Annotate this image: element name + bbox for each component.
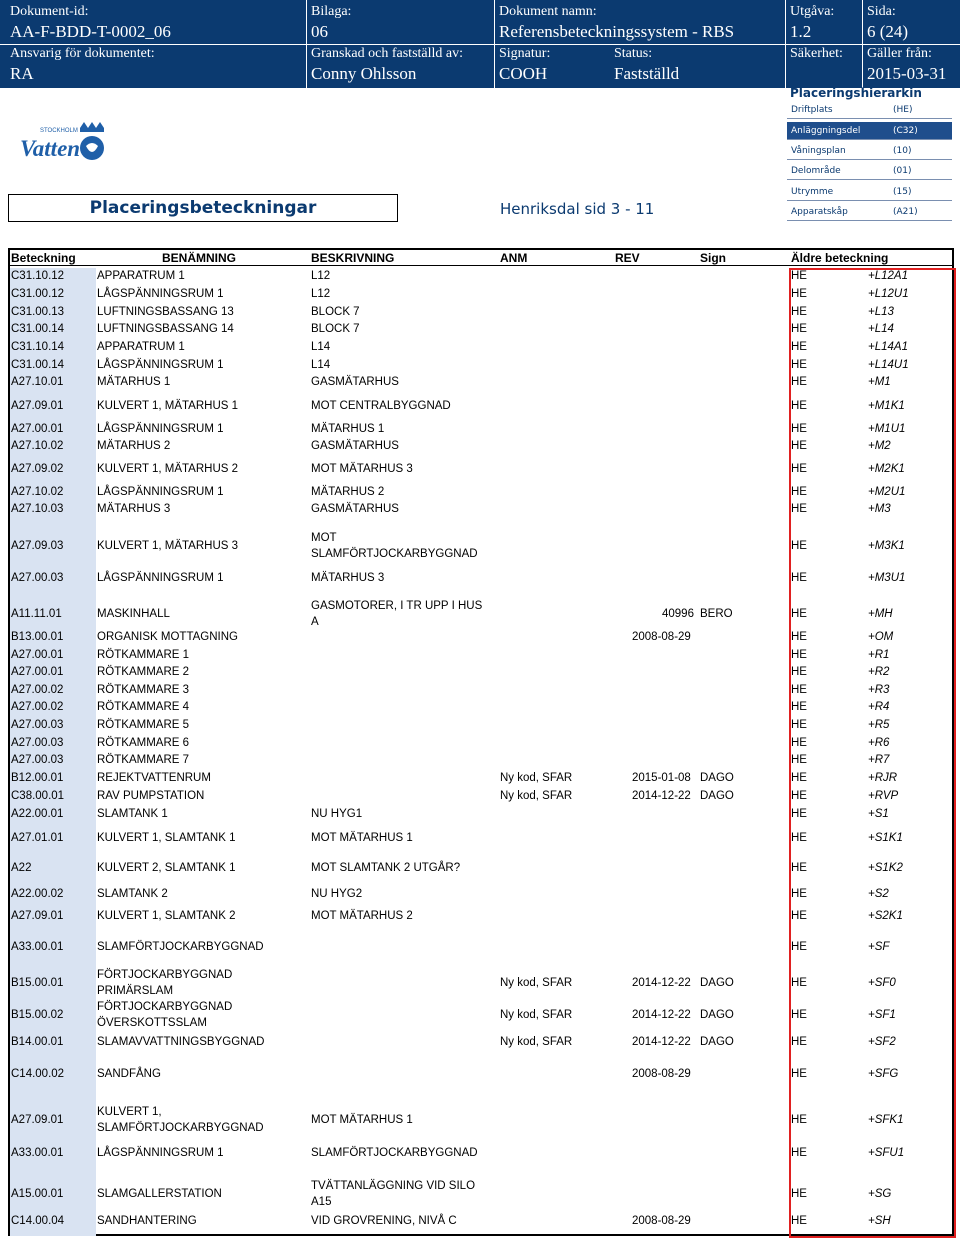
- cell-old: +SG: [868, 1188, 892, 1200]
- cell-s: BERO: [700, 608, 733, 620]
- hierarchy-title: Placeringshierarkin: [790, 86, 922, 100]
- cell-old: +SF0: [868, 977, 896, 989]
- cell-op: HE: [791, 832, 807, 844]
- hierarchy-level-name: Våningsplan: [791, 146, 846, 156]
- hierarchy-level-name: Anläggningsdel: [791, 126, 861, 136]
- col-header: BENÄMNING: [162, 251, 236, 265]
- ansvarig-value: RA: [10, 64, 34, 83]
- highlight-frame: [789, 268, 956, 1238]
- cell-b: A27.00.02: [11, 701, 64, 713]
- cell-op: HE: [791, 631, 807, 643]
- cell-old: +RJR: [868, 772, 898, 784]
- cell-n: SANDFÅNG: [97, 1068, 161, 1080]
- cell-a: Ny kod, SFAR: [500, 772, 573, 784]
- cell-b: C31.00.12: [11, 288, 65, 300]
- cell-op: HE: [791, 701, 807, 713]
- cell-b: C31.00.13: [11, 306, 65, 318]
- galler-label: Gäller från:: [867, 46, 932, 61]
- cell-b: A15.00.01: [11, 1188, 64, 1200]
- cell-n-line2: ÖVERSKOTTSSLAM: [97, 1017, 207, 1029]
- cell-r: 2008-08-29: [632, 1215, 691, 1227]
- cell-d: MOT MÄTARHUS 1: [311, 832, 413, 844]
- cell-n: SLAMFÖRTJOCKARBYGGNAD: [97, 941, 264, 953]
- cell-old: +R7: [868, 754, 890, 766]
- cell-a: Ny kod, SFAR: [500, 977, 573, 989]
- cell-n: APPARATRUM 1: [97, 341, 185, 353]
- cell-d: GASMÄTARHUS: [311, 440, 399, 452]
- cell-n: FÖRTJOCKARBYGGNAD: [97, 1001, 233, 1013]
- granskad-label: Granskad och fastställd av:: [311, 46, 464, 61]
- cell-r: 2014-12-22: [632, 790, 691, 802]
- cell-s: DAGO: [700, 790, 734, 802]
- cell-old: +RVP: [868, 790, 899, 802]
- cell-n: SLAMTANK 1: [97, 808, 168, 820]
- cell-old: +L14A1: [868, 341, 908, 353]
- cell-d-line2: A: [311, 616, 319, 628]
- cell-op: HE: [791, 808, 807, 820]
- cell-a: Ny kod, SFAR: [500, 790, 573, 802]
- cell-old: +SFU1: [868, 1147, 905, 1159]
- cell-b: A27.00.01: [11, 649, 64, 661]
- cell-old: +SF: [868, 941, 890, 953]
- cell-b: B14.00.01: [11, 1036, 64, 1048]
- cell-n: RÖTKAMMARE 4: [97, 701, 190, 713]
- cell-op: HE: [791, 910, 807, 922]
- col-header: Beteckning: [11, 251, 76, 265]
- cell-d: L12: [311, 288, 331, 300]
- doc-name-label: Dokument namn:: [499, 4, 597, 19]
- ansvarig-label: Ansvarig för dokumentet:: [10, 46, 155, 61]
- cell-s: DAGO: [700, 1009, 734, 1021]
- designation-table: [8, 248, 954, 1236]
- cell-d: GASMOTORER, I TR UPP I HUS: [311, 600, 483, 612]
- cell-b: A27.00.02: [11, 684, 64, 696]
- cell-b: A27.10.01: [11, 376, 64, 388]
- cell-b: A27.10.02: [11, 486, 64, 498]
- cell-old: +S2K1: [868, 910, 903, 922]
- cell-b: B12.00.01: [11, 772, 64, 784]
- cell-r: 2008-08-29: [632, 631, 691, 643]
- cell-op: HE: [791, 1114, 807, 1126]
- cell-b: A33.00.01: [11, 1147, 64, 1159]
- cell-old: +L12A1: [868, 270, 908, 282]
- cell-s: DAGO: [700, 977, 734, 989]
- cell-op: HE: [791, 684, 807, 696]
- cell-old: +R5: [868, 719, 890, 731]
- cell-n: RÖTKAMMARE 7: [97, 754, 190, 766]
- cell-old: +SFG: [868, 1068, 899, 1080]
- cell-old: +L14: [868, 323, 894, 335]
- cell-old: +SH: [868, 1215, 891, 1227]
- cell-op: HE: [791, 608, 807, 620]
- cell-old: +R4: [868, 701, 890, 713]
- cell-op: HE: [791, 288, 807, 300]
- cell-op: HE: [791, 1215, 807, 1227]
- cell-n: MÄTARHUS 2: [97, 440, 171, 452]
- cell-old: +L12U1: [868, 288, 909, 300]
- cell-n: KULVERT 1, MÄTARHUS 2: [97, 463, 239, 475]
- cell-op: HE: [791, 341, 807, 353]
- col-header: Äldre beteckning: [791, 251, 889, 265]
- cell-old: +M3U1: [868, 572, 906, 584]
- cell-old: +R6: [868, 737, 890, 749]
- cell-n: SLAMGALLERSTATION: [97, 1188, 222, 1200]
- cell-b: A27.00.03: [11, 754, 64, 766]
- signatur-label: Signatur:: [499, 46, 551, 61]
- cell-d: MOT CENTRALBYGGNAD: [311, 400, 451, 412]
- header-divider: [0, 44, 960, 45]
- cell-op: HE: [791, 486, 807, 498]
- cell-n: KULVERT 1, SLAMTANK 2: [97, 910, 236, 922]
- cell-old: +L13: [868, 306, 894, 318]
- header-col-divider: [306, 0, 307, 88]
- cell-op: HE: [791, 649, 807, 661]
- cell-b: C38.00.01: [11, 790, 65, 802]
- cell-b: A22.00.01: [11, 808, 64, 820]
- cell-n: SANDHANTERING: [97, 1215, 197, 1227]
- cell-n: REJEKTVATTENRUM: [97, 772, 211, 784]
- cell-op: HE: [791, 1009, 807, 1021]
- cell-b: A27.00.03: [11, 719, 64, 731]
- cell-d: NU HYG2: [311, 888, 363, 900]
- sida-label: Sida:: [867, 4, 896, 19]
- cell-op: HE: [791, 737, 807, 749]
- cell-n: KULVERT 1, MÄTARHUS 3: [97, 540, 239, 552]
- cell-n: MÄTARHUS 3: [97, 503, 171, 515]
- hierarchy-level-code: (15): [893, 187, 912, 197]
- hierarchy-row: [787, 142, 952, 160]
- cell-n: LÅGSPÄNNINGSRUM 1: [97, 572, 224, 584]
- utgava-label: Utgåva:: [790, 4, 835, 19]
- cell-n: LUFTNINGSBASSANG 14: [97, 323, 234, 335]
- stockholm-vatten-logo: [18, 118, 118, 174]
- cell-n: SLAMAVVATTNINGSBYGGNAD: [97, 1036, 265, 1048]
- svg-text:STOCKHOLM: STOCKHOLM: [40, 128, 78, 134]
- cell-b: A33.00.01: [11, 941, 64, 953]
- cell-n: LÅGSPÄNNINGSRUM 1: [97, 423, 224, 435]
- cell-d: L12: [311, 270, 331, 282]
- cell-old: +S1K2: [868, 862, 903, 874]
- cell-d: GASMÄTARHUS: [311, 376, 399, 388]
- cell-op: HE: [791, 754, 807, 766]
- cell-old: +R1: [868, 649, 890, 661]
- galler-value: 2015-03-31: [867, 64, 947, 83]
- hierarchy-row: [787, 203, 952, 221]
- hierarchy-level-code: (A21): [893, 207, 918, 217]
- cell-b: B15.00.01: [11, 977, 64, 989]
- cell-b: C14.00.04: [11, 1215, 65, 1227]
- cell-op: HE: [791, 772, 807, 784]
- cell-op: HE: [791, 790, 807, 802]
- cell-n: FÖRTJOCKARBYGGNAD: [97, 969, 233, 981]
- cell-op: HE: [791, 376, 807, 388]
- col-header: BESKRIVNING: [311, 251, 395, 265]
- cell-n: ORGANISK MOTTAGNING: [97, 631, 238, 643]
- hierarchy-row: [787, 101, 952, 119]
- cell-n: KULVERT 1, SLAMTANK 1: [97, 832, 236, 844]
- cell-d: L14: [311, 359, 331, 371]
- cell-b: C31.00.14: [11, 323, 65, 335]
- doc-id-value: AA-F-BDD-T-0002_06: [10, 22, 171, 41]
- header-col-divider: [494, 0, 495, 88]
- hierarchy-level-name: Utrymme: [791, 187, 834, 197]
- cell-op: HE: [791, 503, 807, 515]
- page-title: Placeringsbeteckningar: [89, 198, 317, 218]
- cell-d: MOT MÄTARHUS 3: [311, 463, 413, 475]
- cell-old: +M2K1: [868, 463, 905, 475]
- hierarchy-row: [787, 183, 952, 201]
- cell-b: C31.10.14: [11, 341, 65, 353]
- cell-b: A27.09.02: [11, 463, 64, 475]
- cell-op: HE: [791, 540, 807, 552]
- cell-old: +OM: [868, 631, 894, 643]
- hierarchy-row: [787, 122, 952, 140]
- hierarchy-row: [787, 162, 952, 180]
- cell-n: RÖTKAMMARE 3: [97, 684, 190, 696]
- col-header: REV: [615, 251, 640, 265]
- status-label: Status:: [614, 46, 653, 61]
- header-col-divider: [862, 0, 863, 88]
- cell-n: RÖTKAMMARE 1: [97, 649, 190, 661]
- hierarchy-level-name: Driftplats: [791, 105, 833, 115]
- hierarchy-level-code: (HE): [893, 105, 913, 115]
- granskad-value: Conny Ohlsson: [311, 64, 417, 83]
- cell-n: RÖTKAMMARE 5: [97, 719, 190, 731]
- cell-n: MÄTARHUS 1: [97, 376, 171, 388]
- cell-n: LÅGSPÄNNINGSRUM 1: [97, 486, 224, 498]
- cell-op: HE: [791, 941, 807, 953]
- cell-n: KULVERT 1, MÄTARHUS 1: [97, 400, 239, 412]
- cell-d: MÄTARHUS 2: [311, 486, 385, 498]
- document-header: [0, 0, 960, 88]
- cell-old: +M2U1: [868, 486, 906, 498]
- page-subtitle: Henriksdal sid 3 - 11: [500, 200, 655, 218]
- cell-a: Ny kod, SFAR: [500, 1036, 573, 1048]
- hierarchy-level-name: Apparatskåp: [791, 207, 848, 217]
- cell-old: +S2: [868, 888, 889, 900]
- cell-n: LÅGSPÄNNINGSRUM 1: [97, 359, 224, 371]
- cell-old: +SF1: [868, 1009, 896, 1021]
- cell-n: RÖTKAMMARE 6: [97, 737, 190, 749]
- cell-b: A27.09.03: [11, 540, 64, 552]
- cell-op: HE: [791, 359, 807, 371]
- cell-r: 2014-12-22: [632, 977, 691, 989]
- cell-b: A22: [11, 862, 32, 874]
- cell-a: Ny kod, SFAR: [500, 1009, 573, 1021]
- doc-id-label: Dokument-id:: [10, 4, 89, 19]
- bilaga-value: 06: [311, 22, 328, 41]
- signatur-value: COOH: [499, 64, 548, 83]
- cell-n: RAV PUMPSTATION: [97, 790, 205, 802]
- cell-old: +S1: [868, 808, 889, 820]
- cell-n: MASKINHALL: [97, 608, 170, 620]
- cell-d-line2: SLAMFÖRTJOCKARBYGGNAD: [311, 548, 478, 560]
- cell-n: RÖTKAMMARE 2: [97, 666, 190, 678]
- crown-emblem-icon: [80, 122, 104, 160]
- hierarchy-level-name: Delområde: [791, 166, 841, 176]
- cell-s: DAGO: [700, 772, 734, 784]
- cell-n: KULVERT 2, SLAMTANK 1: [97, 862, 236, 874]
- cell-d: BLOCK 7: [311, 306, 360, 318]
- cell-old: +M3K1: [868, 540, 905, 552]
- cell-old: +R2: [868, 666, 890, 678]
- cell-d: MÄTARHUS 1: [311, 423, 385, 435]
- cell-op: HE: [791, 1068, 807, 1080]
- cell-n: APPARATRUM 1: [97, 270, 185, 282]
- cell-n: LÅGSPÄNNINGSRUM 1: [97, 288, 224, 300]
- cell-b: A27.00.01: [11, 423, 64, 435]
- cell-op: HE: [791, 440, 807, 452]
- cell-b: A27.10.03: [11, 503, 64, 515]
- cell-old: +M1: [868, 376, 891, 388]
- hierarchy-level-code: (10): [893, 146, 912, 156]
- cell-op: HE: [791, 270, 807, 282]
- cell-op: HE: [791, 572, 807, 584]
- cell-op: HE: [791, 1036, 807, 1048]
- cell-op: HE: [791, 888, 807, 900]
- cell-d: VID GROVRENING, NIVÅ C: [311, 1215, 457, 1227]
- cell-r: 2015-01-08: [632, 772, 691, 784]
- cell-op: HE: [791, 323, 807, 335]
- cell-r: 2014-12-22: [632, 1036, 691, 1048]
- cell-d: TVÄTTANLÄGGNING VID SILO: [311, 1180, 476, 1192]
- cell-b: C31.00.14: [11, 359, 65, 371]
- cell-n: LÅGSPÄNNINGSRUM 1: [97, 1147, 224, 1159]
- sakerhet-label: Säkerhet:: [790, 46, 843, 61]
- cell-op: HE: [791, 400, 807, 412]
- cell-d: MOT: [311, 532, 337, 544]
- cell-b: B15.00.02: [11, 1009, 64, 1021]
- cell-b: C31.10.12: [11, 270, 65, 282]
- cell-b: A27.00.01: [11, 666, 64, 678]
- cell-old: +M1U1: [868, 423, 906, 435]
- utgava-value: 1.2: [790, 22, 812, 41]
- cell-b: A27.09.01: [11, 400, 64, 412]
- cell-d: NU HYG1: [311, 808, 363, 820]
- cell-op: HE: [791, 463, 807, 475]
- cell-n-line2: PRIMÄRSLAM: [97, 985, 174, 997]
- cell-op: HE: [791, 423, 807, 435]
- cell-old: +R3: [868, 684, 890, 696]
- cell-old: +M2: [868, 440, 891, 452]
- sida-value: 6 (24): [867, 22, 909, 41]
- cell-b: A22.00.02: [11, 888, 64, 900]
- cell-op: HE: [791, 1188, 807, 1200]
- cell-d: MÄTARHUS 3: [311, 572, 385, 584]
- doc-name-value: Referensbeteckningssystem - RBS: [499, 22, 735, 41]
- cell-d: SLAMFÖRTJOCKARBYGGNAD: [311, 1147, 478, 1159]
- cell-old: +M3: [868, 503, 891, 515]
- cell-n-line2: SLAMFÖRTJOCKARBYGGNAD: [97, 1122, 264, 1134]
- hierarchy-level-code: (01): [893, 166, 912, 176]
- cell-d: BLOCK 7: [311, 323, 360, 335]
- cell-b: A27.10.02: [11, 440, 64, 452]
- header-col-divider: [785, 0, 786, 88]
- cell-b: C14.00.02: [11, 1068, 65, 1080]
- cell-s: DAGO: [700, 1036, 734, 1048]
- cell-d-line2: A15: [311, 1196, 332, 1208]
- cell-b: A27.01.01: [11, 832, 64, 844]
- bilaga-label: Bilaga:: [311, 4, 352, 19]
- cell-r: 2014-12-22: [632, 1009, 691, 1021]
- cell-op: HE: [791, 862, 807, 874]
- status-value: Fastställd: [614, 64, 680, 83]
- cell-op: HE: [791, 306, 807, 318]
- cell-old: +SF2: [868, 1036, 896, 1048]
- cell-op: HE: [791, 977, 807, 989]
- cell-old: +SFK1: [868, 1114, 904, 1126]
- cell-d: MOT MÄTARHUS 1: [311, 1114, 413, 1126]
- cell-op: HE: [791, 1147, 807, 1159]
- cell-d: L14: [311, 341, 331, 353]
- cell-b: B13.00.01: [11, 631, 64, 643]
- cell-b: A27.09.01: [11, 910, 64, 922]
- cell-b: A11.11.01: [11, 608, 62, 620]
- cell-n: LUFTNINGSBASSANG 13: [97, 306, 234, 318]
- hierarchy-level-code: (C32): [893, 126, 918, 136]
- cell-n: KULVERT 1,: [97, 1106, 162, 1118]
- cell-old: +M1K1: [868, 400, 905, 412]
- svg-text:Vatten: Vatten: [20, 136, 81, 161]
- cell-d: GASMÄTARHUS: [311, 503, 399, 515]
- cell-old: +S1K1: [868, 832, 903, 844]
- col-header: Sign: [700, 251, 726, 265]
- cell-d: MOT MÄTARHUS 2: [311, 910, 413, 922]
- cell-old: +MH: [868, 608, 893, 620]
- cell-b: A27.00.03: [11, 572, 64, 584]
- cell-r: 40996: [662, 608, 694, 620]
- title-box: [8, 194, 398, 222]
- cell-b: A27.09.01: [11, 1114, 64, 1126]
- cell-d: MOT SLAMTANK 2 UTGÅR?: [311, 862, 461, 874]
- cell-n: SLAMTANK 2: [97, 888, 168, 900]
- cell-old: +L14U1: [868, 359, 909, 371]
- cell-op: HE: [791, 666, 807, 678]
- cell-op: HE: [791, 719, 807, 731]
- cell-r: 2008-08-29: [632, 1068, 691, 1080]
- col-header: ANM: [500, 251, 528, 265]
- cell-b: A27.00.03: [11, 737, 64, 749]
